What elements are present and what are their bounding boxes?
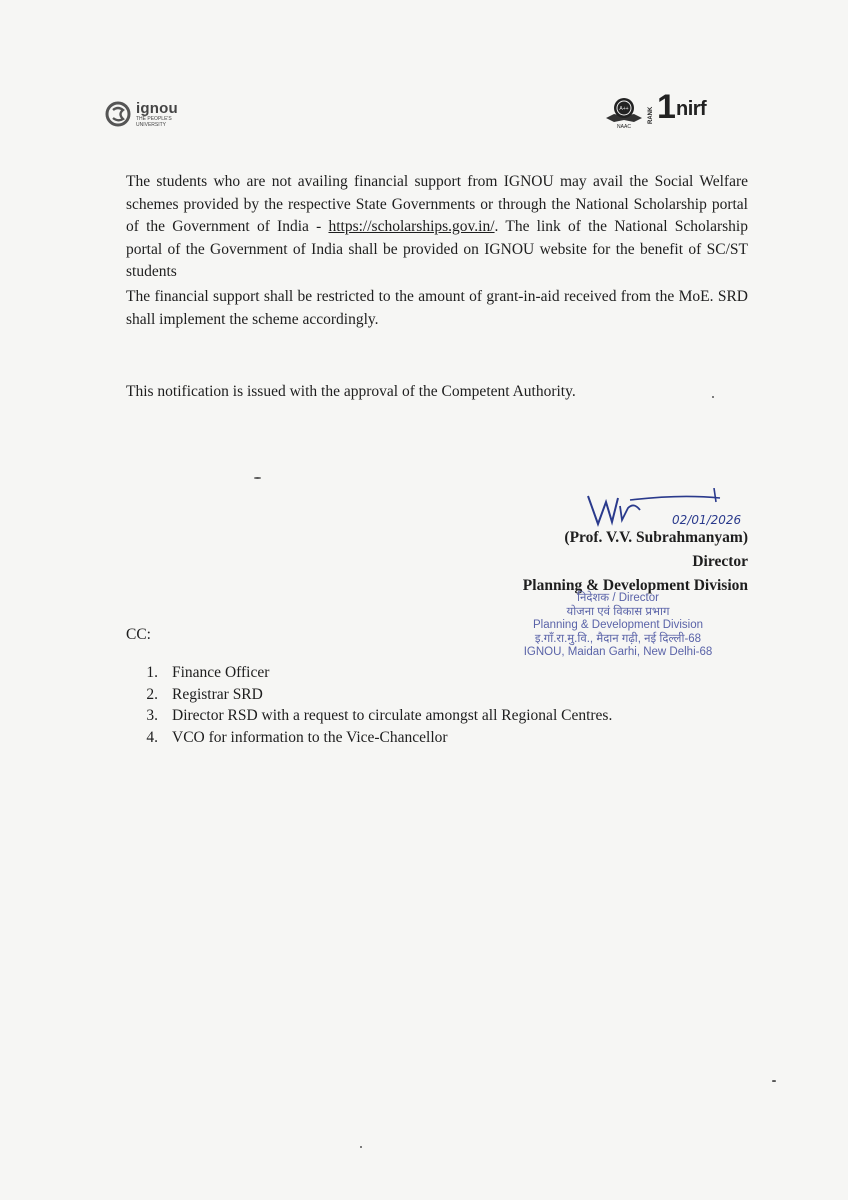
ignou-logo — [104, 96, 194, 132]
paragraph-approval-notice: This notification is issued with the approval of the Competent Authority. — [126, 383, 576, 400]
stamp-line-1: निदेशक / Director — [577, 592, 659, 604]
rank-number: 1 — [657, 88, 676, 126]
official-stamp — [484, 592, 752, 660]
naac-nirf-logo — [604, 88, 722, 132]
ignou-logo-line2: UNIVERSITY — [136, 121, 167, 128]
naac-badge-icon — [604, 94, 644, 130]
svg-text:A++: A++ — [619, 106, 629, 112]
cc-list-item: 1. Finance Officer — [146, 664, 270, 681]
stamp-line-3: Planning & Development Division — [532, 619, 704, 631]
signatory-name: (Prof. V.V. Subrahmanyam) — [564, 529, 748, 546]
nirf-brand: nirf — [676, 98, 707, 120]
scan-speck — [360, 1146, 362, 1148]
scan-speck — [254, 477, 261, 479]
scan-speck — [712, 396, 714, 398]
paragraph-financial-support: The financial support shall be restricted to the amount of grant-in-aid received from the MoE. SRD shall implement the scheme accordingly. — [126, 288, 748, 328]
rank-label: RANK — [648, 106, 654, 124]
handwritten-date: 02/01/2026 — [672, 513, 742, 527]
scan-speck — [772, 1080, 776, 1082]
signatory-block — [523, 526, 748, 598]
signatory-designation: Director — [692, 553, 748, 570]
nirf-rank — [648, 88, 720, 130]
stamp-line-2: योजना एवं विकास प्रभाग — [566, 605, 670, 618]
naac-text: NAAC — [617, 124, 631, 130]
ignou-logo-line1: THE PEOPLE'S — [136, 115, 172, 122]
para1-text-before: The students who are not availing financial support from IGNOU may avail the Social Welfare schemes provided by the respective State Governments or through the National Scholarship portal of the Government of India - — [126, 173, 748, 235]
paragraph-scholarship-info — [126, 171, 748, 284]
cc-list-item: 2. Registrar SRD — [146, 685, 263, 703]
para1-text-after: . The link of the National Scholarship portal of the Government of India shall be provided on IGNOU website for the benefit of SC/ST students — [126, 218, 748, 280]
signatory-division: Planning & Development Division — [522, 577, 748, 594]
cc-list-item: 4. VCO for information to the Vice-Chancellor — [146, 728, 448, 746]
stamp-line-4: इ.गाँ.रा.मु.वि., मैदान गढ़ी, नई दिल्ली-68 — [534, 632, 702, 645]
stamp-line-5: IGNOU, Maidan Garhi, New Delhi-68 — [523, 646, 713, 658]
cc-list-item: 3. Director RSD with a request to circulate amongst all Regional Centres. — [146, 707, 613, 724]
cc-list — [126, 662, 612, 748]
ignou-logo-name: ignou — [136, 99, 178, 117]
ignou-emblem-icon — [104, 100, 132, 128]
scholarship-portal-link[interactable]: https://scholarships.gov.in/ — [328, 218, 495, 235]
cc-label: CC: — [126, 626, 151, 643]
